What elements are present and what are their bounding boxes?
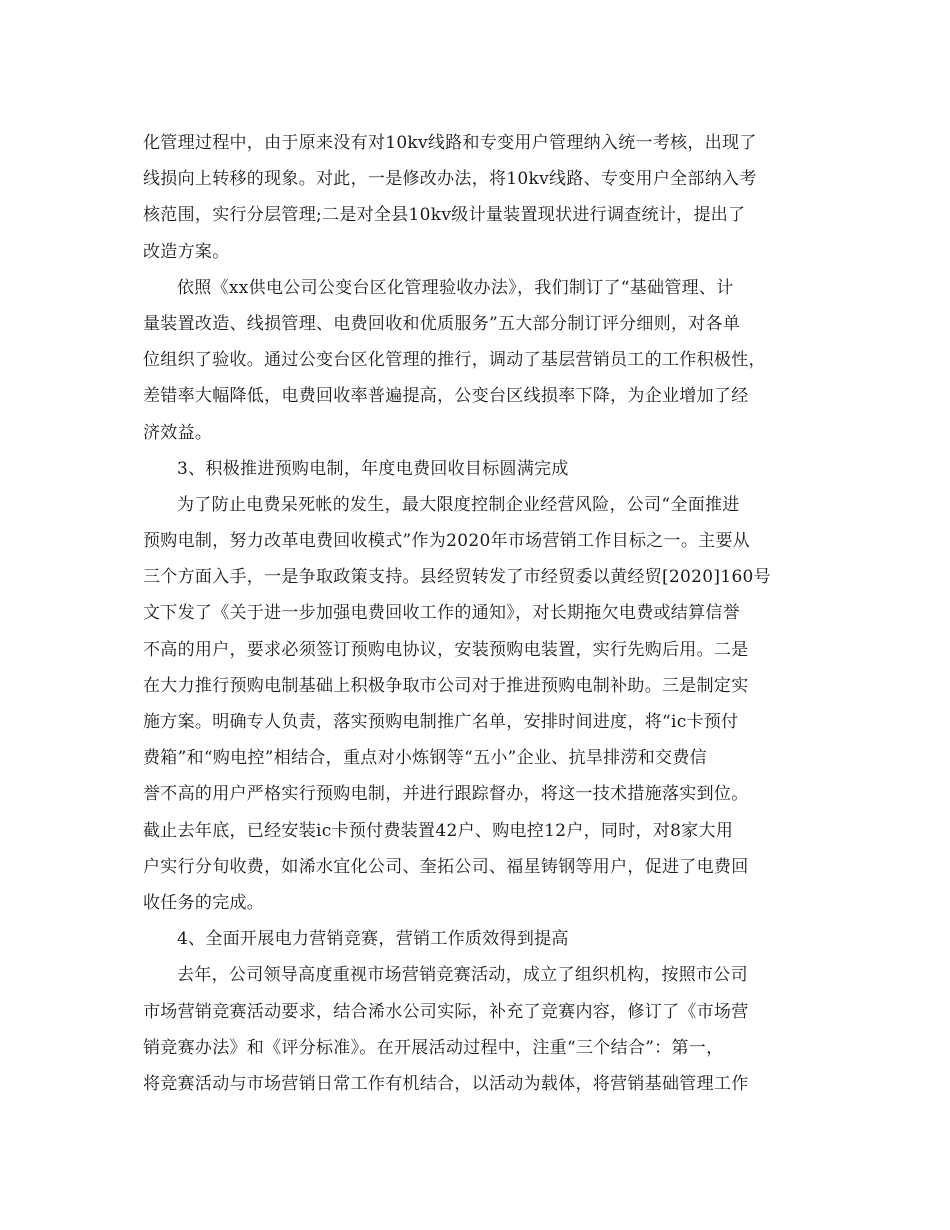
text-line: 不高的用户，要求必须签订预购电协议，安装预购电装置，实行先购后用。二是	[143, 639, 749, 660]
text-line: 费箱”和“购电控”相结合，重点对小炼钢等“五小”企业、抗旱排涝和交费信	[143, 748, 707, 769]
text-line: 位组织了验收。通过公变台区化管理的推行，调动了基层营销员工的工作积极性，	[143, 350, 766, 371]
text-line: 化管理过程中，由于原来没有对10kv线路和专变用户管理纳入统一考核，出现了	[143, 133, 757, 153]
text-line: 誉不高的用户严格实行预购电制，并进行跟踪督办，将这一技术措施落实到位。	[143, 784, 749, 805]
text-line: 量装置改造、线损管理、电费回收和优质服务”五大部分制订评分细则，对各单	[143, 313, 741, 334]
text-line: 将竞赛活动与市场营销日常工作有机结合，以活动为载体，将营销基础管理工作	[143, 1073, 749, 1094]
paragraph-first-line: 去年，公司领导高度重视市场营销竞赛活动，成立了组织机构，按照市公司	[177, 965, 748, 986]
text-line: 市场营销竞赛活动要求，结合浠水公司实际，补充了竞赛内容，修订了《市场营	[143, 1001, 749, 1022]
paragraph-first-line: 4、全面开展电力营销竞赛，营销工作质效得到提高	[177, 929, 569, 950]
text-line: 线损向上转移的现象。对此，一是修改办法，将10kv线路、专变用户全部纳入考	[143, 169, 757, 190]
text-line: 改造方案。	[143, 241, 230, 262]
text-line: 济效益。	[143, 422, 213, 443]
text-line: 截止去年底，已经安装ic卡预付费装置42户、购电控12户，同时，对8家大用	[143, 820, 734, 841]
text-line: 施方案。明确专人负责，落实预购电制推广名单，安排时间进度，将“ic卡预付	[143, 712, 739, 732]
text-line: 文下发了《关于进一步加强电费回收工作的通知》，对长期拖欠电费或结算信誉	[143, 603, 740, 624]
text-line: 在大力推行预购电制基础上积极争取市公司对于推进预购电制补助。三是制定实	[143, 675, 749, 696]
text-line: 销竞赛办法》和《评分标准》。在开展活动过程中，注重“三个结合”：第一，	[143, 1037, 724, 1058]
text-line: 核范围，实行分层管理;二是对全县10kv级计量装置现状进行调查统计，提出了	[143, 205, 746, 226]
text-line: 三个方面入手，一是争取政策支持。县经贸转发了市经贸委以黄经贸[2020]160号	[143, 567, 771, 588]
document-body	[143, 125, 803, 1102]
text-line: 预购电制，努力改革电费回收模式”作为2020年市场营销工作目标之一。主要从	[143, 531, 751, 552]
paragraph-first-line: 依照《xx供电公司公变台区化管理验收办法》，我们制订了“基础管理、计	[177, 277, 734, 298]
paragraph-first-line: 为了防止电费呆死帐的发生，最大限度控制企业经营风险，公司“全面推进	[177, 494, 740, 515]
paragraph-first-line: 3、积极推进预购电制，年度电费回收目标圆满完成	[177, 458, 569, 479]
text-line: 差错率大幅降低，电费回收率普遍提高，公变台区线损率下降，为企业增加了经	[143, 386, 749, 407]
text-line: 收任务的完成。	[143, 892, 265, 913]
text-line: 户实行分旬收费，如浠水宜化公司、奎拓公司、福星铸钢等用户，促进了电费回	[143, 856, 749, 877]
